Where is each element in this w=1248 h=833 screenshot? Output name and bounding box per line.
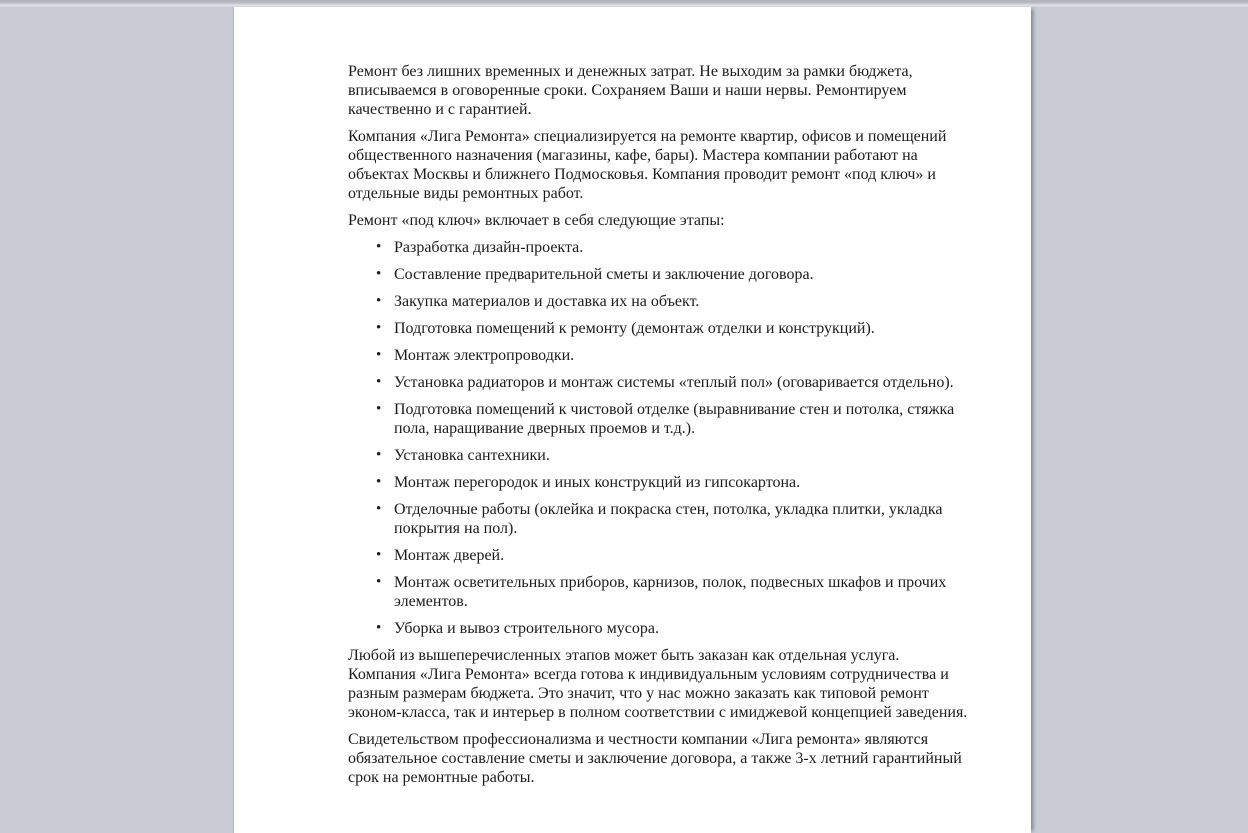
list-item: • Монтаж электропроводки. — [394, 346, 969, 365]
list-item: • Установка сантехники. — [394, 446, 969, 465]
window-top-edge — [0, 0, 1248, 7]
list-item: • Подготовка помещений к ремонту (демонтаж отделки и конструкций). — [394, 319, 969, 338]
list-item: • Закупка материалов и доставка их на объект. — [394, 292, 969, 311]
list-item: • Разработка дизайн-проекта. — [394, 238, 969, 257]
paragraph-list-intro: Ремонт «под ключ» включает в себя следующие этапы: — [348, 212, 725, 229]
list-item: • Монтаж дверей. — [394, 546, 969, 565]
list-item: • Уборка и вывоз строительного мусора. — [394, 619, 969, 638]
paragraph-guarantee: Свидетельством профессионализма и честности компании «Лига ремонта» являются обязательное составление сметы и заключение договора, а также 3-х летний гарантийный срок на ремонтные работы. — [348, 731, 962, 786]
list-item: • Отделочные работы (оклейка и покраска стен, потолка, укладка плитки, укладка покрытия на пол). — [394, 500, 969, 538]
list-item: • Монтаж перегородок и иных конструкций из гипсокартона. — [394, 473, 969, 492]
document-page[interactable] — [233, 7, 1031, 833]
list-item: • Установка радиаторов и монтаж системы «теплый пол» (оговаривается отдельно). — [394, 373, 969, 392]
document-content — [234, 7, 1031, 787]
paragraph-intro: Ремонт без лишних временных и денежных затрат. Не выходим за рамки бюджета, вписываемся в оговоренные сроки. Сохраняем Ваши и наши нервы. Ремонтируем качественно и с гарантией. — [348, 63, 913, 118]
paragraph-company: Компания «Лига Ремонта» специализируется на ремонте квартир, офисов и помещений общественного назначения (магазины, кафе, бары). Мастера компании работают на объектах Москвы и ближнего Подмосковья. Компания проводит ремонт «под ключ» и отдельные виды ремонтных работ. — [348, 128, 947, 202]
list-item: • Подготовка помещений к чистовой отделке (выравнивание стен и потолка, стяжка пола, наращивание дверных проемов и т.д.). — [394, 400, 969, 438]
stages-list — [348, 238, 969, 638]
list-item: • Составление предварительной сметы и заключение договора. — [394, 265, 969, 284]
list-item: • Монтаж осветительных приборов, карнизов, полок, подвесных шкафов и прочих элементов. — [394, 573, 969, 611]
paragraph-any-stage: Любой из вышеперечисленных этапов может быть заказан как отдельная услуга. Компания «Лига Ремонта» всегда готова к индивидуальным условиям сотрудничества и разным размерам бюджета. Это значит, что у нас можно заказать как типовой ремонт эконом-класса, так и интерьер в полном соответствии с имиджевой концепцией заведения. — [348, 647, 968, 721]
